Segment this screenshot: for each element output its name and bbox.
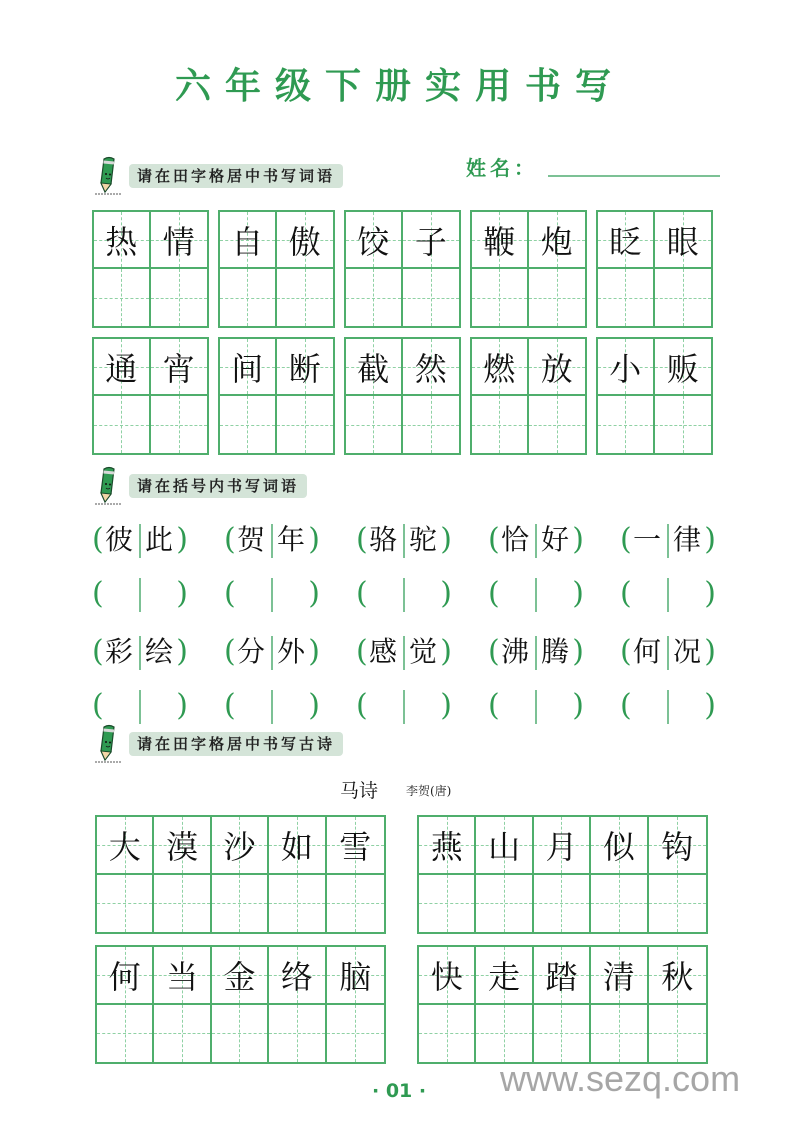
word-character: 腾 — [541, 635, 570, 668]
model-cell — [419, 817, 476, 875]
model-cell — [220, 212, 277, 269]
model-cell — [598, 339, 655, 396]
poem-author: 李贺(唐) — [406, 784, 452, 798]
page-title: 六年级下册实用书写 — [174, 66, 625, 107]
model-cell — [472, 212, 529, 269]
model-character: 热 — [105, 222, 138, 261]
right-paren: ) — [704, 634, 716, 669]
bracket-blank[interactable] — [92, 574, 188, 614]
word-character: 彩 — [105, 635, 134, 668]
model-cell — [529, 212, 586, 269]
practice-cell[interactable] — [154, 1005, 211, 1063]
model-character: 钩 — [661, 827, 694, 866]
word-character: 外 — [277, 635, 306, 668]
model-character: 断 — [288, 349, 321, 388]
separator-line — [535, 578, 537, 612]
model-character: 月 — [545, 827, 578, 866]
right-paren: ) — [704, 522, 716, 557]
left-paren: ( — [488, 634, 500, 669]
model-character: 情 — [162, 222, 195, 261]
bracket-blank[interactable] — [224, 686, 320, 726]
practice-cell[interactable] — [476, 1005, 533, 1063]
model-cell — [94, 339, 151, 396]
model-cell — [649, 947, 706, 1005]
model-cell — [403, 339, 460, 396]
model-character: 鞭 — [483, 222, 516, 261]
section-label: 请在括号内书写词语 — [129, 474, 307, 498]
left-paren: ( — [224, 634, 236, 669]
model-character: 眼 — [666, 222, 699, 261]
model-character: 宵 — [162, 349, 195, 388]
model-cell — [269, 817, 326, 875]
bracket-word — [92, 520, 188, 560]
word-grid — [596, 210, 713, 328]
right-paren: ) — [308, 522, 320, 557]
word-grid — [344, 337, 461, 455]
model-character: 秋 — [661, 957, 694, 996]
right-paren: ) — [704, 576, 716, 611]
practice-cell[interactable] — [534, 1005, 591, 1063]
practice-cell[interactable] — [212, 875, 269, 933]
word-grid — [344, 210, 461, 328]
right-paren: ) — [440, 522, 452, 557]
practice-cell[interactable] — [94, 269, 151, 326]
model-character: 当 — [166, 957, 199, 996]
practice-cell[interactable] — [476, 875, 533, 933]
model-cell — [212, 817, 269, 875]
right-paren: ) — [440, 576, 452, 611]
model-character: 络 — [280, 957, 313, 996]
word-character: 恰 — [501, 523, 530, 556]
model-cell — [277, 212, 334, 269]
practice-cell[interactable] — [529, 396, 586, 453]
practice-cell[interactable] — [220, 269, 277, 326]
bracket-blank[interactable] — [224, 574, 320, 614]
right-paren: ) — [440, 634, 452, 669]
practice-cell[interactable] — [419, 875, 476, 933]
separator-line — [535, 524, 537, 558]
word-character: 沸 — [501, 635, 530, 668]
model-character: 然 — [414, 349, 447, 388]
practice-cell[interactable] — [591, 1005, 648, 1063]
practice-cell[interactable] — [591, 875, 648, 933]
section-header-poem — [95, 724, 343, 764]
left-paren: ( — [356, 688, 368, 723]
practice-cell[interactable] — [649, 1005, 706, 1063]
practice-cell[interactable] — [220, 396, 277, 453]
model-character: 傲 — [288, 222, 321, 261]
separator-line — [139, 524, 141, 558]
word-grid — [596, 337, 713, 455]
model-character: 间 — [231, 349, 264, 388]
practice-cell[interactable] — [97, 875, 154, 933]
separator-line — [271, 524, 273, 558]
practice-cell[interactable] — [649, 875, 706, 933]
model-cell — [591, 947, 648, 1005]
bracket-word — [224, 632, 320, 672]
bracket-word — [620, 520, 716, 560]
right-paren: ) — [572, 522, 584, 557]
bracket-word — [488, 520, 584, 560]
practice-cell[interactable] — [277, 396, 334, 453]
left-paren: ( — [92, 522, 104, 557]
practice-cell[interactable] — [154, 875, 211, 933]
separator-line — [271, 636, 273, 670]
practice-cell[interactable] — [472, 396, 529, 453]
page-number: · 01 · — [372, 1080, 427, 1102]
model-character: 快 — [430, 957, 463, 996]
bracket-blank[interactable] — [356, 574, 452, 614]
right-paren: ) — [572, 576, 584, 611]
model-character: 燕 — [430, 827, 463, 866]
separator-line — [271, 690, 273, 724]
model-character: 燃 — [483, 349, 516, 388]
model-character: 截 — [357, 349, 390, 388]
practice-cell[interactable] — [346, 396, 403, 453]
model-character: 金 — [223, 957, 256, 996]
model-character: 清 — [602, 957, 635, 996]
left-paren: ( — [488, 576, 500, 611]
bracket-blank[interactable] — [488, 686, 584, 726]
practice-cell[interactable] — [529, 269, 586, 326]
left-paren: ( — [620, 522, 632, 557]
bracket-word — [620, 632, 716, 672]
model-cell — [529, 339, 586, 396]
practice-cell[interactable] — [277, 269, 334, 326]
model-character: 子 — [414, 222, 447, 261]
model-character: 沙 — [223, 827, 256, 866]
word-character: 分 — [237, 635, 266, 668]
model-cell — [476, 817, 533, 875]
right-paren: ) — [176, 576, 188, 611]
right-paren: ) — [176, 522, 188, 557]
left-paren: ( — [224, 688, 236, 723]
model-character: 贩 — [666, 349, 699, 388]
word-character: 感 — [369, 635, 398, 668]
word-character: 年 — [277, 523, 306, 556]
bracket-blank[interactable] — [92, 686, 188, 726]
model-cell — [277, 339, 334, 396]
right-paren: ) — [572, 688, 584, 723]
practice-cell[interactable] — [598, 396, 655, 453]
name-label: 姓名： — [466, 156, 538, 180]
practice-cell[interactable] — [346, 269, 403, 326]
separator-line — [139, 636, 141, 670]
model-cell — [346, 339, 403, 396]
model-character: 走 — [488, 957, 521, 996]
section-header-brackets — [95, 466, 307, 506]
separator-line — [403, 578, 405, 612]
model-cell — [97, 947, 154, 1005]
left-paren: ( — [488, 522, 500, 557]
model-cell — [327, 947, 384, 1005]
word-grid — [218, 337, 335, 455]
practice-cell[interactable] — [655, 269, 712, 326]
left-paren: ( — [92, 634, 104, 669]
left-paren: ( — [356, 576, 368, 611]
model-cell — [472, 339, 529, 396]
word-grid — [218, 210, 335, 328]
model-character: 何 — [108, 957, 141, 996]
separator-line — [535, 690, 537, 724]
model-character: 通 — [105, 349, 138, 388]
separator-line — [403, 690, 405, 724]
left-paren: ( — [356, 522, 368, 557]
separator-line — [139, 578, 141, 612]
practice-cell[interactable] — [403, 269, 460, 326]
model-cell — [649, 817, 706, 875]
practice-cell[interactable] — [327, 875, 384, 933]
separator-line — [667, 690, 669, 724]
word-character: 一 — [633, 523, 662, 556]
model-cell — [151, 339, 208, 396]
model-character: 饺 — [357, 222, 390, 261]
separator-line — [667, 578, 669, 612]
separator-line — [271, 578, 273, 612]
word-character: 彼 — [105, 523, 134, 556]
poem-line-grid — [95, 945, 386, 1064]
word-character: 驼 — [409, 523, 438, 556]
practice-cell[interactable] — [269, 875, 326, 933]
bracket-blank[interactable] — [356, 686, 452, 726]
word-grid — [92, 337, 209, 455]
model-character: 自 — [231, 222, 264, 261]
model-cell — [403, 212, 460, 269]
section-header-words-grid — [95, 156, 343, 196]
model-character: 踏 — [545, 957, 578, 996]
model-character: 山 — [488, 827, 521, 866]
word-character: 觉 — [409, 635, 438, 668]
model-cell — [534, 817, 591, 875]
model-cell — [97, 817, 154, 875]
word-character: 贺 — [237, 523, 266, 556]
model-cell — [151, 212, 208, 269]
practice-cell[interactable] — [598, 269, 655, 326]
poem-line-grid — [417, 945, 708, 1064]
practice-cell[interactable] — [212, 1005, 269, 1063]
bracket-blank[interactable] — [488, 574, 584, 614]
poem-title: 马诗 — [340, 780, 379, 802]
bracket-word — [488, 632, 584, 672]
model-character: 脑 — [339, 957, 372, 996]
model-character: 眨 — [609, 222, 642, 261]
model-cell — [327, 817, 384, 875]
section-label: 请在田字格居中书写词语 — [129, 164, 343, 188]
right-paren: ) — [308, 634, 320, 669]
practice-cell[interactable] — [269, 1005, 326, 1063]
word-character: 此 — [145, 523, 174, 556]
left-paren: ( — [620, 576, 632, 611]
poem-line-grid — [417, 815, 708, 934]
word-character: 况 — [673, 635, 702, 668]
model-cell — [220, 339, 277, 396]
model-cell — [591, 817, 648, 875]
word-character: 绘 — [145, 635, 174, 668]
bracket-blank[interactable] — [620, 686, 716, 726]
separator-line — [667, 636, 669, 670]
bracket-word — [356, 520, 452, 560]
practice-cell[interactable] — [534, 875, 591, 933]
model-cell — [534, 947, 591, 1005]
left-paren: ( — [92, 688, 104, 723]
model-cell — [476, 947, 533, 1005]
model-cell — [346, 212, 403, 269]
practice-cell[interactable] — [97, 1005, 154, 1063]
bracket-blank[interactable] — [620, 574, 716, 614]
left-paren: ( — [224, 522, 236, 557]
practice-cell[interactable] — [403, 396, 460, 453]
practice-cell[interactable] — [327, 1005, 384, 1063]
model-cell — [655, 212, 712, 269]
word-character: 骆 — [369, 523, 398, 556]
model-character: 如 — [280, 827, 313, 866]
model-character: 似 — [602, 827, 635, 866]
pencil-icon — [95, 466, 121, 506]
model-character: 炮 — [540, 222, 573, 261]
bracket-word — [224, 520, 320, 560]
separator-line — [403, 524, 405, 558]
practice-cell[interactable] — [472, 269, 529, 326]
separator-line — [667, 524, 669, 558]
practice-cell[interactable] — [94, 396, 151, 453]
model-cell — [154, 817, 211, 875]
name-input-line[interactable] — [548, 175, 720, 177]
bracket-word — [92, 632, 188, 672]
right-paren: ) — [440, 688, 452, 723]
word-grid — [470, 337, 587, 455]
model-cell — [598, 212, 655, 269]
right-paren: ) — [704, 688, 716, 723]
model-cell — [154, 947, 211, 1005]
word-character: 何 — [633, 635, 662, 668]
model-cell — [94, 212, 151, 269]
bracket-word — [356, 632, 452, 672]
separator-line — [535, 636, 537, 670]
right-paren: ) — [308, 576, 320, 611]
model-character: 大 — [108, 827, 141, 866]
left-paren: ( — [488, 688, 500, 723]
right-paren: ) — [176, 634, 188, 669]
separator-line — [403, 636, 405, 670]
right-paren: ) — [308, 688, 320, 723]
poem-line-grid — [95, 815, 386, 934]
word-character: 律 — [673, 523, 702, 556]
section-label: 请在田字格居中书写古诗 — [129, 732, 343, 756]
left-paren: ( — [356, 634, 368, 669]
practice-cell[interactable] — [655, 396, 712, 453]
watermark: www.sezq.com — [500, 1058, 741, 1099]
model-cell — [212, 947, 269, 1005]
practice-cell[interactable] — [419, 1005, 476, 1063]
model-character: 雪 — [339, 827, 372, 866]
model-cell — [419, 947, 476, 1005]
model-character: 小 — [609, 349, 642, 388]
left-paren: ( — [620, 688, 632, 723]
left-paren: ( — [224, 576, 236, 611]
practice-cell[interactable] — [151, 396, 208, 453]
pencil-icon — [95, 724, 121, 764]
name-field — [466, 152, 720, 181]
pencil-icon — [95, 156, 121, 196]
left-paren: ( — [620, 634, 632, 669]
word-grid — [470, 210, 587, 328]
model-cell — [655, 339, 712, 396]
model-cell — [269, 947, 326, 1005]
model-character: 漠 — [166, 827, 199, 866]
practice-cell[interactable] — [151, 269, 208, 326]
right-paren: ) — [176, 688, 188, 723]
word-character: 好 — [541, 523, 570, 556]
separator-line — [139, 690, 141, 724]
right-paren: ) — [572, 634, 584, 669]
model-character: 放 — [540, 349, 573, 388]
left-paren: ( — [92, 576, 104, 611]
word-grid — [92, 210, 209, 328]
